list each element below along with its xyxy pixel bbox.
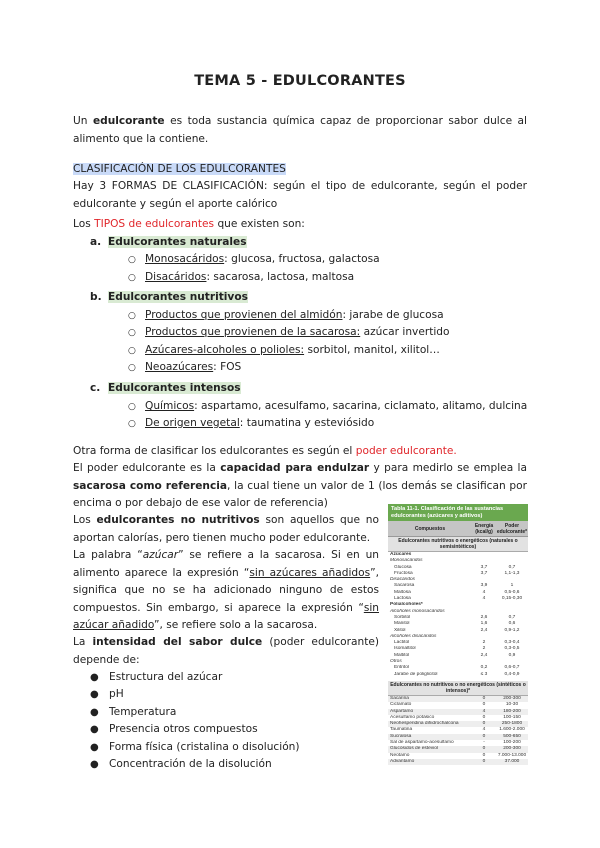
azucar-paragraph: La palabra “azúcar” se refiere a la sacarosa. Si en un alimento aparece la expresión “sin azúcares añadidos”, significa que no se ha adicionado ninguno de estos compuestos. Sin embargo, si aparece la expresión “sin azúcar añadido”, se refiere solo a la sacarosa. xyxy=(73,549,380,631)
page-title: TEMA 5 - EDULCORANTES xyxy=(194,73,406,89)
table-cell: 2 xyxy=(482,646,486,652)
list-item: ○ Azúcares-alcoholes o polioles: sorbitol, manitol, xilitol… xyxy=(128,344,440,356)
list-item: ○ Productos que provienen de la sacarosa: azúcar invertido xyxy=(128,326,450,338)
factor-item: ● Temperatura xyxy=(90,706,177,718)
table-cell: ≤ 3 xyxy=(480,671,488,677)
table-cell: Xilitol xyxy=(394,627,406,633)
table-section-no-nutritivos: Edulcorantes no nutritivos o no energéticos (sintéticos o intensos)* xyxy=(388,681,528,696)
table-title: Tabla 11-1. Clasificación de las sustancias edulcorantes (azúcares y aditivos) xyxy=(388,504,528,521)
table-cell: 0 xyxy=(482,752,486,758)
table-cell: Sacarosa xyxy=(394,583,415,589)
table-cell: - xyxy=(483,740,485,746)
table-cell: Disacáridos xyxy=(390,577,416,583)
table-cell: Alcoholes monosacáridos xyxy=(390,608,445,614)
table-cell: 0,6 xyxy=(508,621,516,627)
table-cell: 37.000 xyxy=(504,758,520,764)
table-cell: 1.600-2.000 xyxy=(499,727,525,733)
table-cell: Taumatina xyxy=(390,727,413,733)
table-cell: 0,2 xyxy=(480,665,488,671)
table-cell: Aspartamo xyxy=(390,708,414,714)
table-cell: 3,7 xyxy=(480,570,488,576)
table-cell: 0 xyxy=(482,702,486,708)
list-item: ○ Neoazúcares: FOS xyxy=(128,361,242,373)
table-cell: 0,7 xyxy=(508,614,516,620)
table-cell: 200-300 xyxy=(503,746,521,752)
table-cell: Lactitol xyxy=(394,640,410,646)
table-cell: 4 xyxy=(482,596,486,602)
table-cell: 7.000-13.000 xyxy=(497,752,527,758)
table-body-1 xyxy=(388,552,528,678)
table-header: Compuestos Energía (kcal/g) Poder edulcorante* xyxy=(388,521,528,537)
group-b: b. Edulcorantes nutritivos xyxy=(90,291,248,303)
factor-item: ● Estructura del azúcar xyxy=(90,671,223,683)
table-cell: Sal de aspartamo-acesulfamo xyxy=(390,740,454,746)
table-cell: 3,9 xyxy=(480,583,488,589)
table-cell: 2 xyxy=(482,640,486,646)
table-cell: 0,3-0,5 xyxy=(504,646,520,652)
table-cell: 0,9 xyxy=(508,652,516,658)
table-row xyxy=(388,759,528,765)
table-cell: Eritritol xyxy=(394,665,409,671)
table-cell: Monosacáridos xyxy=(390,558,423,564)
factor-item: ● Presencia otros compuestos xyxy=(90,723,258,735)
table-cell: Jarabe de poliglicitol xyxy=(394,671,438,677)
table-cell: 0 xyxy=(482,758,486,764)
table-cell: 500-650 xyxy=(503,733,521,739)
table-cell: Advantamo xyxy=(390,758,415,764)
table-cell: 4 xyxy=(482,708,486,714)
table-cell: Otros xyxy=(390,659,402,665)
table-cell: 0 xyxy=(482,733,486,739)
list-item: ○ Productos que provienen del almidón: jarabe de glucosa xyxy=(128,309,444,321)
table-cell: Sacarina xyxy=(390,695,409,701)
table-cell: 0 xyxy=(482,695,486,701)
table-cell: 1,6 xyxy=(480,621,488,627)
sweetener-table-figure xyxy=(388,504,528,832)
table-cell: Maltosa xyxy=(394,589,411,595)
list-item: ○ Disacáridos: sacarosa, lactosa, maltosa xyxy=(128,271,355,283)
table-cell: Polialcoholes* xyxy=(390,602,423,608)
table-cell: 0,9-1,2 xyxy=(504,627,520,633)
list-item: ○ De origen vegetal: taumatina y esteviósido xyxy=(128,417,375,429)
table-section-nutritivos: Edulcorantes nutritivos o energéticos (naturales o semisintéticos) xyxy=(388,537,528,552)
table-cell: Sucralosa xyxy=(390,733,412,739)
list-item: ○ Monosacáridos: glucosa, fructosa, galactosa xyxy=(128,253,380,265)
table-cell: Glucósidos de esteviol xyxy=(390,746,438,752)
table-cell: Neotamo xyxy=(390,752,410,758)
tipos-intro: Los TIPOS de edulcorantes que existen son: xyxy=(73,218,305,230)
table-cell: Acesulfamo potásico xyxy=(390,714,435,720)
table-cell: 2,4 xyxy=(480,652,488,658)
poder-paragraph-2: El poder edulcorante es la capacidad para endulzar y para medirlo se emplea la sacarosa como referencia, la cual tiene un valor de 1 (los demás se clasifican por encima o por debajo de ese valor de referencia) xyxy=(73,462,527,509)
table-cell: 2,6 xyxy=(480,614,488,620)
table-cell: Ciclamato xyxy=(390,702,412,708)
table-cell: Sorbitol xyxy=(394,614,411,620)
table-cell: Fructosa xyxy=(394,570,413,576)
table-cell: 10-30 xyxy=(505,702,519,708)
table-cell: 0 xyxy=(482,714,486,720)
table-cell: Isomaltitol xyxy=(394,646,416,652)
no-nutritivos-paragraph: Los edulcorantes no nutritivos son aquellos que no aportan calorías, pero tienen mucho poder edulcorante. xyxy=(73,514,379,544)
table-cell: Azúcares xyxy=(390,552,412,557)
table-cell: 0 xyxy=(482,746,486,752)
list-item: ○ Químicos: aspartamo, acesulfamo, sacarina, ciclamato, alitamo, dulcina xyxy=(128,400,528,412)
table-cell: 0,4-0,9 xyxy=(504,671,520,677)
table-cell: 0 xyxy=(482,721,486,727)
table-cell: 1 xyxy=(510,583,514,589)
group-a: a. Edulcorantes naturales xyxy=(90,236,247,248)
factor-item: ● pH xyxy=(90,688,124,700)
section-heading: CLASIFICACIÓN DE LOS EDULCORANTES xyxy=(73,163,286,175)
table-cell: 250-1800 xyxy=(501,721,523,727)
intro-paragraph: Un edulcorante es toda sustancia química capaz de proporcionar sabor dulce al alimento que la contiene. xyxy=(73,115,527,145)
table-cell: 0,6-0,7 xyxy=(504,665,520,671)
table-cell: 100-150 xyxy=(503,714,521,720)
table-cell: Neohesperidina dihidrochalcona xyxy=(390,721,459,727)
table-cell: Maltitol xyxy=(394,652,410,658)
table-cell: 4 xyxy=(482,589,486,595)
table-cell: Lactosa xyxy=(394,596,411,602)
table-cell: 2,4 xyxy=(480,627,488,633)
factor-item: ● Concentración de la disolución xyxy=(90,758,272,770)
table-cell: 4 xyxy=(482,727,486,733)
table-cell: Manitol xyxy=(394,621,410,627)
table-cell: 100-200 xyxy=(503,740,521,746)
table-cell: 0,3-0,4 xyxy=(504,640,520,646)
factor-item: ● Forma física (cristalina o disolución) xyxy=(90,741,300,753)
clasificacion-text: Hay 3 FORMAS DE CLASIFICACIÓN: según el tipo de edulcorante, según el poder edulcorante y según el aporte calórico xyxy=(73,180,527,210)
poder-paragraph-1: Otra forma de clasificar los edulcorantes es según el poder edulcorante. xyxy=(73,445,457,457)
table-cell: Alcoholes disacáridos xyxy=(390,633,437,639)
intensidad-paragraph: La intensidad del sabor dulce (poder edulcorante) depende de: xyxy=(73,636,380,666)
table-cell: Glucosa xyxy=(394,564,412,570)
group-c: c. Edulcorantes intensos xyxy=(90,382,241,394)
table-cell: 200-300 xyxy=(503,695,521,701)
table-cell: 0,7 xyxy=(508,564,516,570)
table-body-2 xyxy=(388,696,528,765)
table-cell: 0,5-0,6 xyxy=(504,589,520,595)
table-cell: 0,15-0,30 xyxy=(501,596,523,602)
table-row xyxy=(388,672,528,678)
table-cell: 1,1-1,3 xyxy=(504,570,520,576)
table-cell: 180-200 xyxy=(503,708,521,714)
table-cell: 3,7 xyxy=(480,564,488,570)
